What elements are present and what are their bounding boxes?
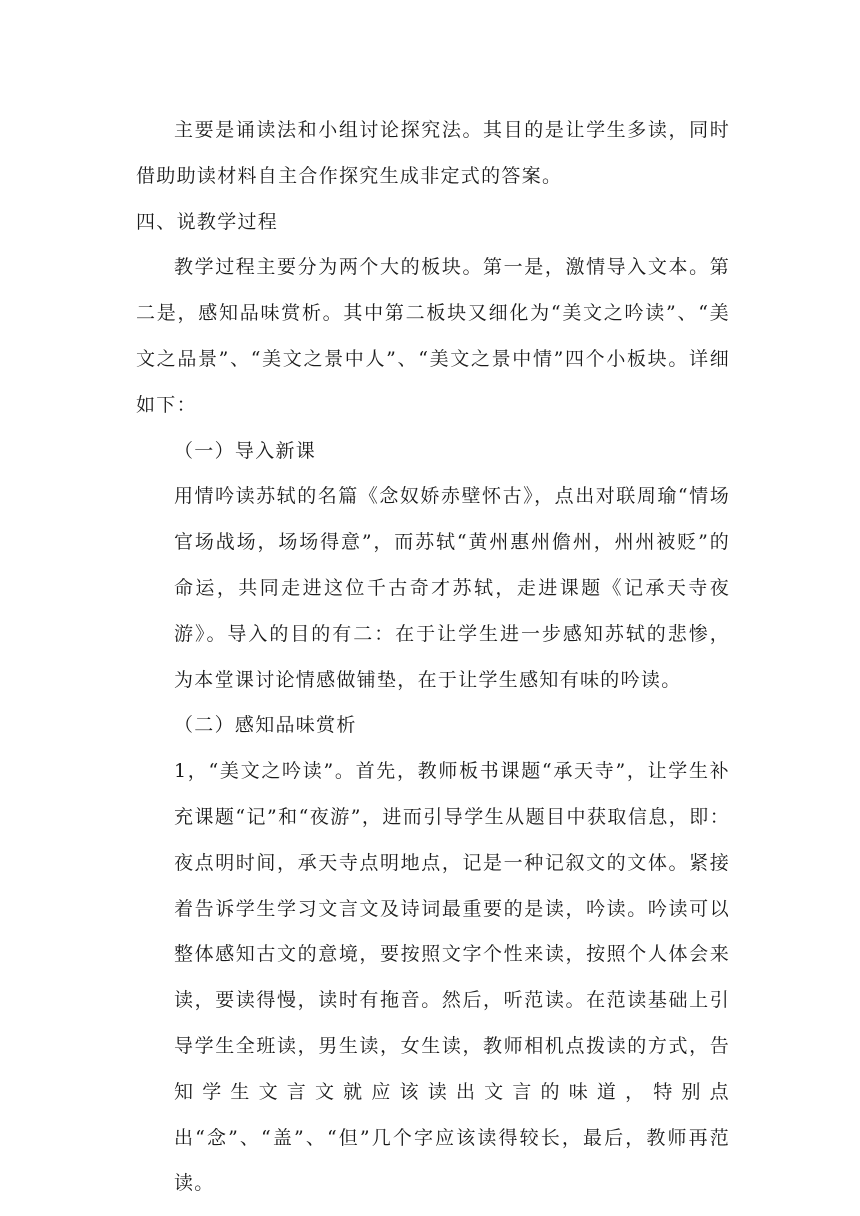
subsection-one-heading: （一）导入新课 [174, 439, 317, 462]
process-overview-paragraph: 教学过程主要分为两个大的板块。第一是，激情导入文本。第二是，感知品味赏析。其中第二板块又细化为“美文之吟读”、“美文之品景”、“美文之景中人”、“美文之景中情”四个小板块。详细如下： [136, 256, 730, 416]
section-four-heading: 四、说教学过程 [136, 210, 279, 233]
document-body [136, 108, 730, 1207]
method-paragraph: 主要是诵读法和小组讨论探究法。其目的是让学生多读，同时借助助读材料自主合作探究生成非定式的答案。 [136, 119, 730, 187]
reading-paragraph: 1，“美文之吟读”。首先，教师板书课题“承天寺”，让学生补充课题“记”和“夜游”，进而引导学生从题目中获取信息，即：夜点明时间，承天寺点明地点，记是一种记叙文的文体。紧接着告诉学生学习文言文及诗词最重要的是读，吟读。吟读可以整体感知古文的意境，要按照文字个性来读，按照个人体会来读，要读得慢，读时有拖音。然后，听范读。在范读基础上引导学生全班读，男生读，女生读，教师相机点拨读的方式，告知学生文言文就应该读出文言的味道，特别点出“念”、“盖”、“但”几个字应该读得较长，最后，教师再范读。 [174, 760, 730, 1195]
subsection-two-heading: （二）感知品味赏析 [174, 714, 357, 737]
intro-paragraph: 用情吟读苏轼的名篇《念奴娇赤壁怀古》，点出对联周瑜“情场官场战场，场场得意”，而苏轼“黄州惠州儋州，州州被贬”的命运，共同走进这位千古奇才苏轼，走进课题《记承天寺夜游》。导入的目的有二：在于让学生进一步感知苏轼的悲惨，为本堂课讨论情感做铺垫，在于让学生感知有味的吟读。 [174, 485, 730, 691]
